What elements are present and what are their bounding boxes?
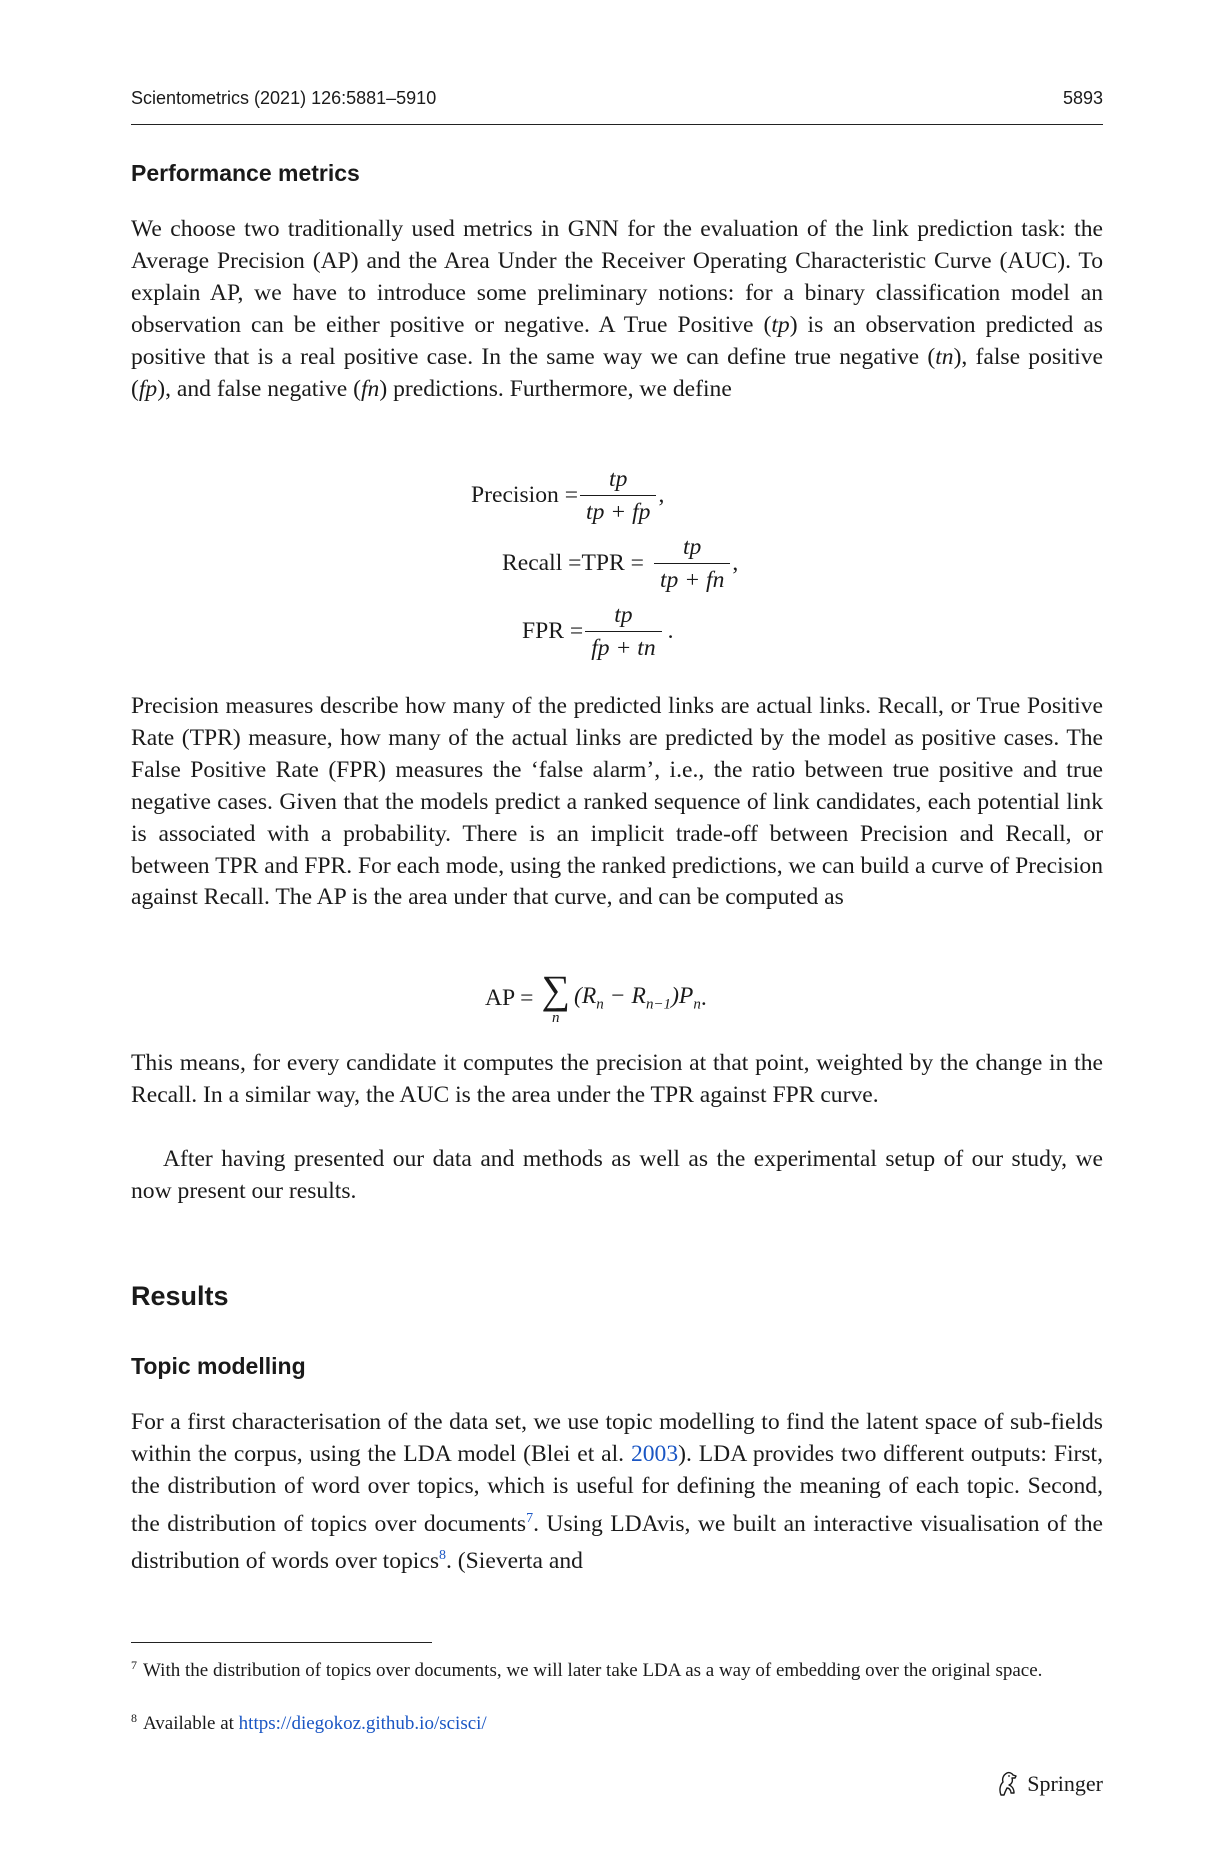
paragraph-metrics-intro: We choose two traditionally used metrics in GNN for the evaluation of the link prediction task: the Average Precision (AP) and the Area Under the Receiver Operating Characteristic Curve (AUC). To explain AP, we have to introduce some preliminary notions: for a binary classification model an observation can be either positive or negative. A True Positive (tp) is an observation predicted as positive that is a real positive case. In the same way we can define true negative (tn), false positive (fp), and false negative (fn) predictions. Furthermore, we define [131,216,1103,402]
footnote-8: $^8$ Available at https://diegokoz.github.io/scisci/ [131,1711,487,1734]
equation-ap: AP = ∑ n $(R_n - R_{n-1})P_n$ . [485,967,707,1026]
heading-topic-modelling: Topic modelling [131,1353,306,1379]
footnote-rule [131,1642,432,1643]
publisher-name: Springer [1027,1771,1103,1796]
publisher-logo [995,1770,1103,1798]
fraction-precision: $\frac{tp}{tp + fp}$ [580,465,656,526]
header-rule [131,124,1103,125]
paragraph-topic-modelling: For a first characterisation of the data set, we use topic modelling to find the latent space of sub-fields within the corpus, using the LDA model (Blei et al. 2003). LDA provides two different outputs: First, the distribution of word over topics, which is useful for defining the meaning of each topic. Second, the distribution of topics over documents$^7$. Using LDAvis, we built an interactive visualisation of the distribution of words over topics$^8$. (Sieverta and [131,1409,1103,1575]
paragraph-precision-recall: Precision measures describe how many of the predicted links are actual links. Recall, or True Positive Rate (TPR) measure, how many of the actual links are predicted by the model as positive cases. The False Positive Rate (FPR) measures the ‘false alarm’, i.e., the ratio between true positive and true negative cases. Given that the models predict a ranked sequence of link candidates, each potential link is associated with a probability. There is an implicit trade-off between Precision and Recall, or between TPR and FPR. For each mode, using the ranked predictions, we can build a curve of Precision against Recall. The AP is the area under that curve, and can be computed as [131,693,1103,911]
paragraph-transition: After having presented our data and methods as well as the experimental setup of our study, we now present our results. [131,1146,1103,1204]
heading-results: Results [131,1281,229,1311]
springer-horse-icon [995,1770,1021,1798]
footnote-7: $^7$ With the distribution of topics over documents, we will later take LDA as a way of embedding over the original space. [131,1658,1043,1681]
equation-block-metrics [131,460,1103,680]
equation-recall: Recall =TPR = $\frac{tp}{tp + fn}$ , [502,534,739,593]
footnote-ref-8[interactable]: 8 [439,1548,446,1564]
footnote-ref-7[interactable]: 7 [526,1510,534,1526]
summation-sign: ∑ n [541,967,571,1026]
fraction-fpr: $\frac{tp}{fp + tn}$ [585,601,661,662]
journal-citation: Scientometrics (2021) 126:5881–5910 [131,88,437,108]
page-number: 5893 [1062,88,1103,108]
equation-block-ap [131,967,1103,1040]
running-header [131,88,1103,109]
equation-precision: Precision = $\frac{tp}{tp + fp}$ , [471,466,665,525]
equation-fpr: FPR = $\frac{tp}{fp + tn}$ . [522,602,674,661]
citation-link-blei-2003[interactable]: 2003 [630,1440,679,1467]
paragraph-ap-explanation: This means, for every candidate it computes the precision at that point, weighted by the change in the Recall. In a similar way, the AUC is the area under the TPR against FPR curve. [131,1050,1103,1108]
footnote-url-link[interactable]: https://diegokoz.github.io/scisci/ [238,1713,487,1734]
fraction-recall: $\frac{tp}{tp + fn}$ [654,533,730,594]
paper-page [131,0,1103,1851]
heading-performance-metrics: Performance metrics [131,160,360,186]
